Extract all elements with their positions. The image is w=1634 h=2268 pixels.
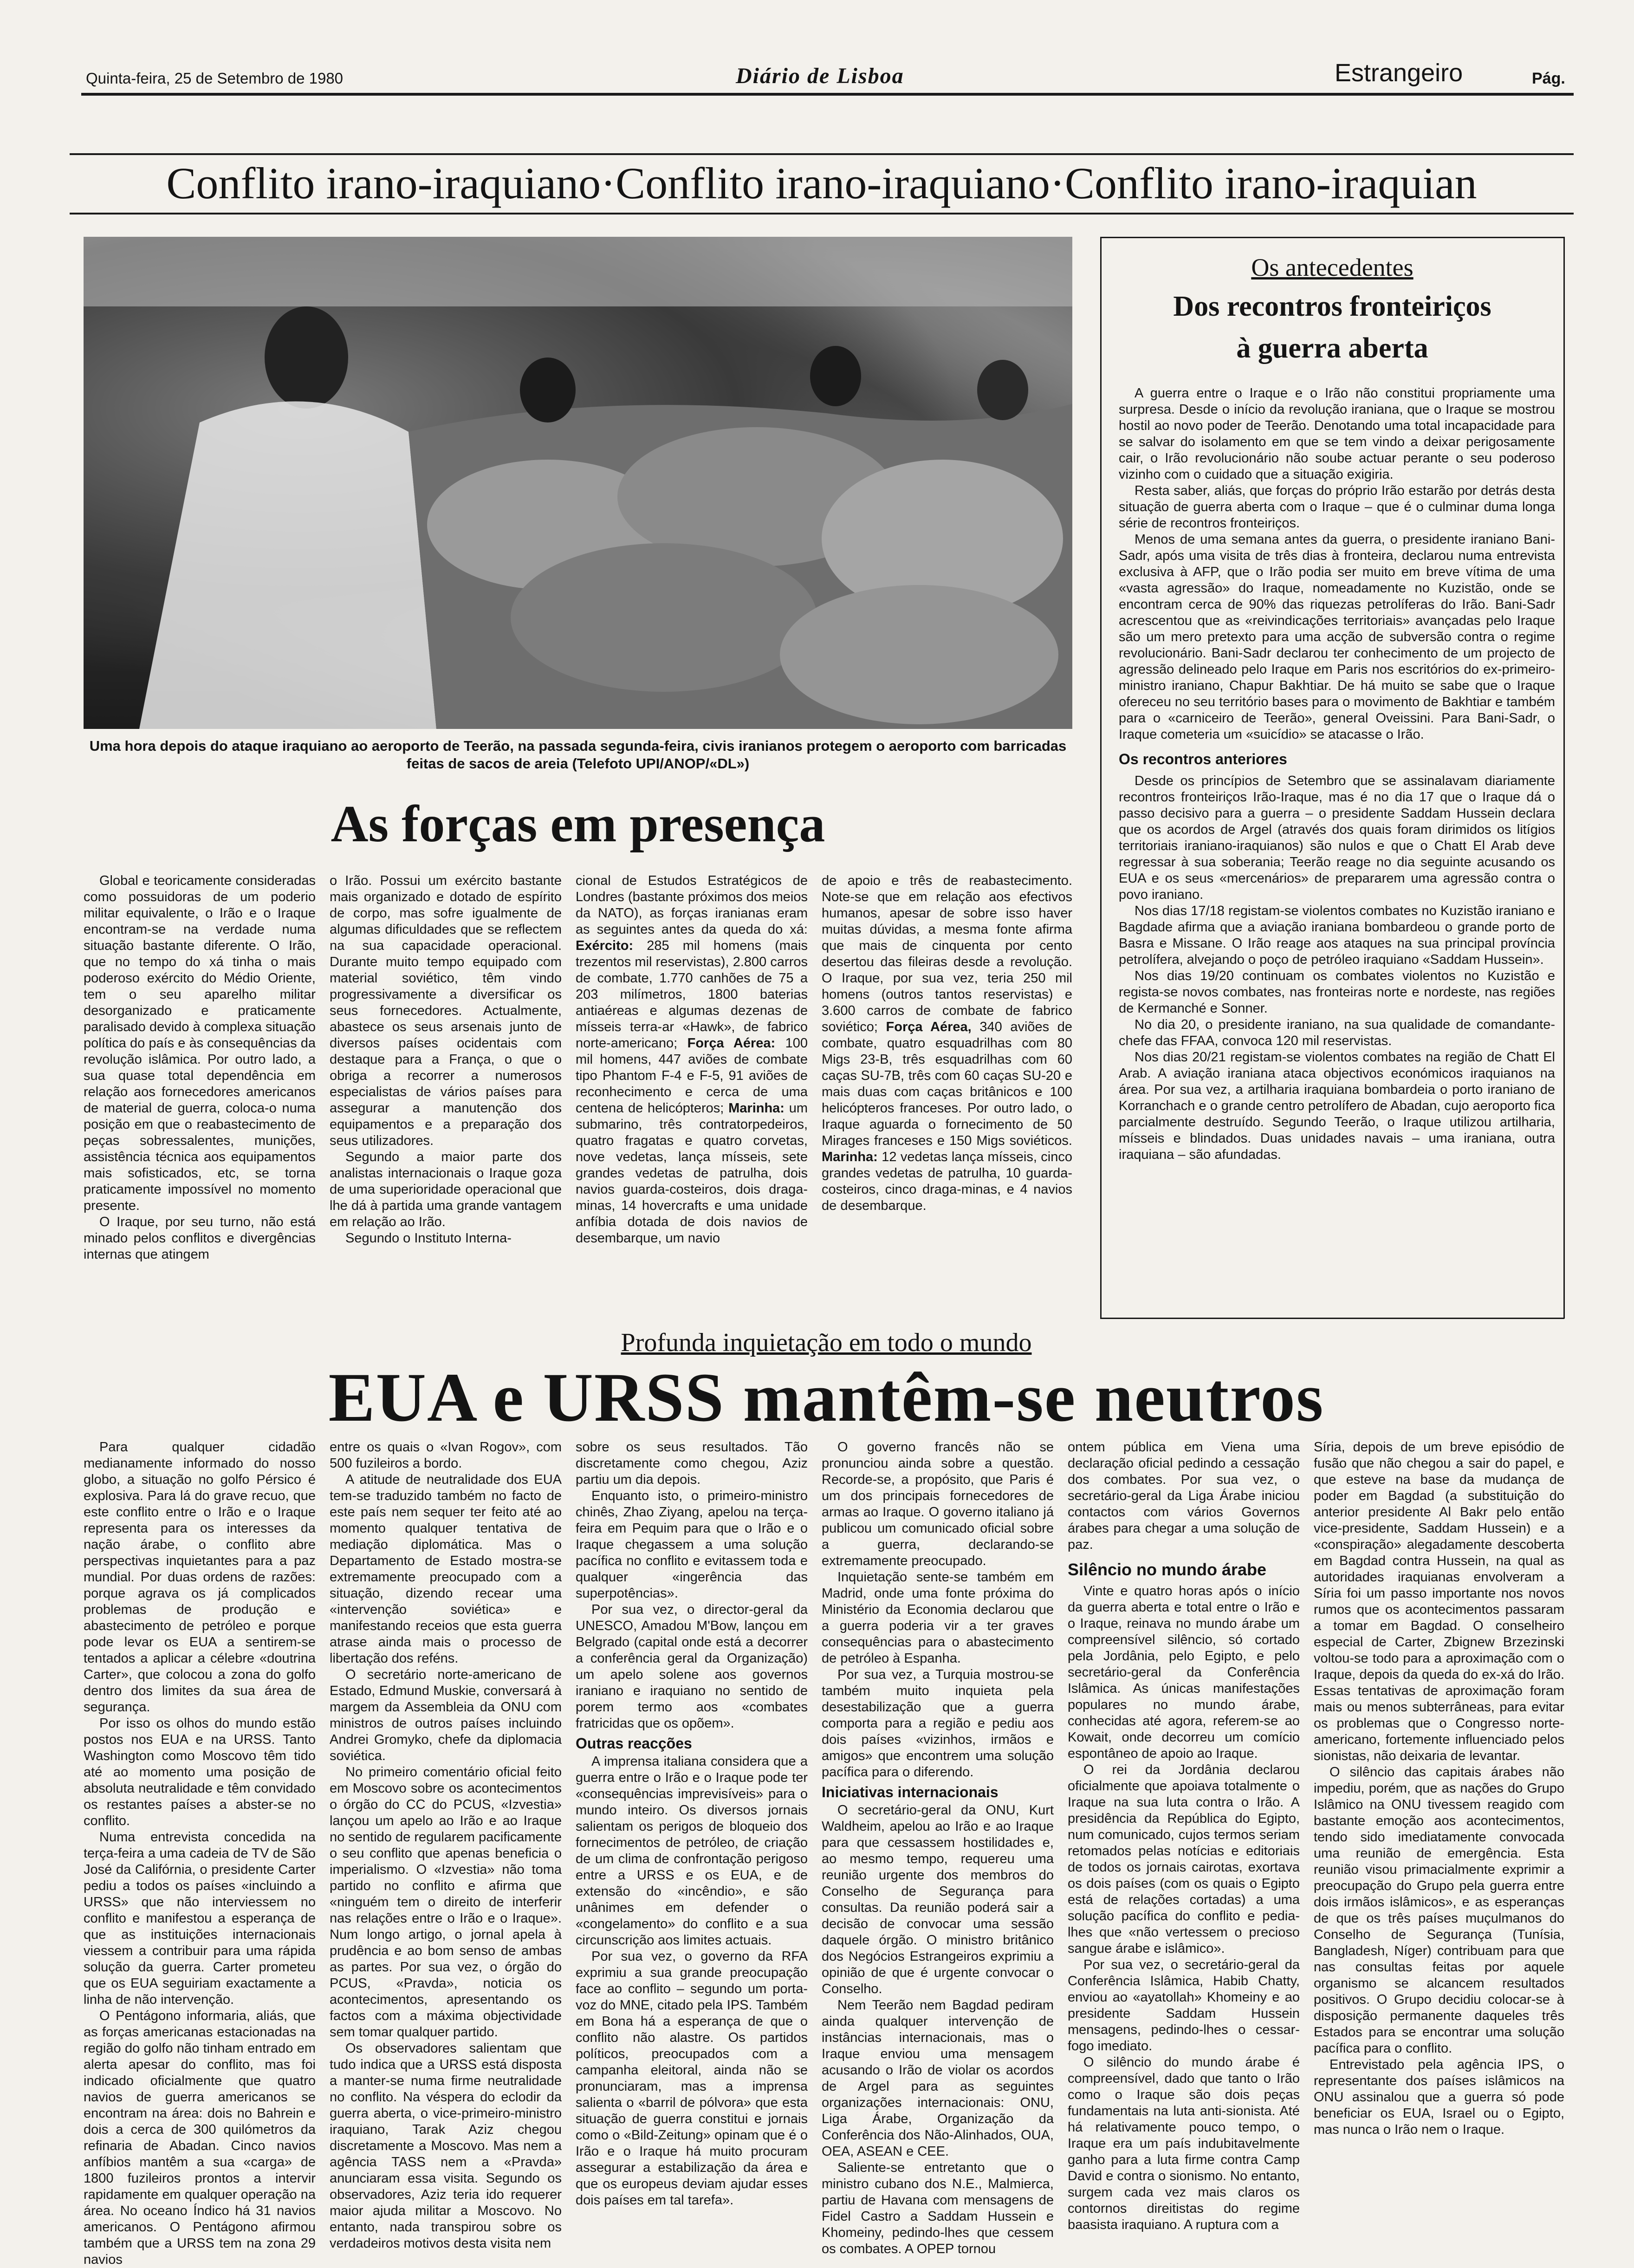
sidebar-kicker: Os antecedentes [1251,253,1414,281]
eua-column-1 [84,1439,316,2267]
eua-paragraph: O Pentágono informaria, aliás, que as forças americanas estacionadas na região do golfo não tinham entrado em alerta apesar do conflito, mas foi indicado oficialmente que quatro navios de guerra americanos se encontram na área: dois no Bahrein e dois a cerca de 300 quilómetros da refinaria de Abadan. Cinco navios anfíbios mantêm a sua «carga» de 1800 fuzileiros prontos a intervir rapidamente em qualquer operação na área. No oceano Índico há 31 navios americanos. O Pentágono afirmou também que a URSS tem na zona 29 navios [84,2008,316,2267]
eua-paragraph: Inquietação sente-se também em Madrid, onde uma fonte próxima do Ministério da Economia declarou que a guerra poderia vir a ter graves consequências para o abastecimento de petróleo à Espanha. [822,1570,1054,1666]
eua-paragraph: O silêncio das capitais árabes não impediu, porém, que as nações do Grupo Islâmico na ONU tivessem reagido com bastante emoção aos acontecimentos, tendo sido imediatamente convocada uma reunião de emergência. Esta reunião visou primacialmente exprimir a preocupação do Grupo pela guerra entre dois irmãos islâmicos», e as esperanças de que os três países muçulmanos do Conselho de Segurança (Tunísia, Bangladesh, Níger) contribuam para que nas consultas feitas por aquele organismo se alcancem resultados positivos. O Grupo decidiu colocar-se à disposição permanente daqueles três Estados para se encontrar uma solução pacífica para o conflito. [1314,1765,1564,2056]
eua-column-5 [1068,1439,1300,2232]
issue-date: Quinta-feira, 25 de Setembro de 1980 [86,70,344,87]
eua-paragraph: sobre os seus resultados. Tão discretamente como chegou, Aziz partiu um dia depois. [576,1440,808,1487]
header-rule [81,93,1574,96]
eua-column-3 [576,1439,808,2208]
iraq-navy-stats: 12 vedetas lança mísseis, cinco grandes vedetas de patrulha, 10 guarda-costeiros, cinco draga-minas, e 4 navios de desembarque. [822,1150,1072,1213]
forcas-headline: As forças em presença [331,795,825,853]
iraq-navy-label: Marinha: [822,1150,878,1164]
sidebar-box-bottom [1100,1318,1564,1319]
eua-paragraph: O silêncio do mundo árabe é compreensível, dado que tanto o Irão como o Iraque são dois peças fundamentais na luta anti-sionista. Até há relativamente pouco tempo, o Iraque era um país indubitavelmente ganho para a luta firme contra Camp David e contra o sionismo. No entanto, surgem cada vez mais claros os contornos direitistas do regime baasista iraquiano. A ruptura com a [1068,2055,1300,2232]
eua-paragraph: O secretário-geral da ONU, Kurt Waldheim, apelou ao Irão e ao Iraque para que cessassem hostilidades e, ao mesmo tempo, requereu uma reunião urgente dos membros do Conselho de Segurança para consultas. Da reunião poderá sair a decisão de convocar uma sessão daquele órgão. O ministro britânico dos Negócios Estrangeiros exprimiu a opinião de que é urgente convocar o Conselho. [822,1803,1054,1996]
sidebar-box-right [1563,237,1565,1319]
forcas-paragraph [576,873,808,1247]
eua-subheading: Silêncio no mundo árabe [1068,1560,1267,1579]
eua-paragraph: Por sua vez, o director-geral da UNESCO, Amadou M'Bow, lançou em Belgrado (capital onde está a decorrer a conferência geral da Organização) um apelo solene aos governos iraniano e iraquiano no sentido de porem termo aos «combates fratricidas que os opõem». [576,1602,808,1731]
forcas-column-3 [576,873,808,1309]
eua-paragraph: Numa entrevista concedida na terça-feira a uma cadeia de TV de São José da Califórnia, o presidente Carter pediu a todos os países «incluindo a URSS» que não interviessem no conflito e manifestou a esperança de que as instituições internacionais viessem a contribuir para uma rápida solução da guerra. Carter prometeu que os EUA seguiriam exactamente a linha de não intervenção. [84,1830,316,2007]
sidebar-title-line2: à guerra aberta [1236,332,1428,364]
eua-paragraph: Por isso os olhos do mundo estão postos nos EUA e na URSS. Tanto Washington como Moscovo têm tido até ao momento uma posição de absoluta neutralidade e têm convidado os restantes países a abster-se no conflito. [84,1716,316,1828]
army-label: Exército: [576,938,634,953]
sidebar-box-left [1100,237,1102,1319]
eua-paragraph: O secretário norte-americano de Estado, Edmund Muskie, conversará à margem da Assembleia da ONU com ministros de outros países incluindo Andrei Gromyko, chefe da diplomacia soviética. [330,1667,562,1763]
masthead: Diário de Lisboa [736,64,904,88]
banner-bottom-rule [70,213,1574,214]
eua-paragraph: Saliente-se entretanto que o ministro cubano dos N.E., Malmierca, partiu de Havana com mensagens de Fidel Castro a Saddam Hussein e Khomeiny, pedindo-lhes que cessem os combates. A OPEP tornou [822,2160,1054,2256]
eua-paragraph: Nem Teerão nem Bagdad pediram ainda qualquer intervenção de instâncias internacionais, mas o Iraque enviou uma mensagem acusando o Irão de violar os acordos de Argel para as seguintes organizações internacionais: ONU, Liga Árabe, Organização da Conferência dos Não-Alinhados, OUA, OEA, ASEAN e CEE. [822,1998,1054,2159]
eua-paragraph: A atitude de neutralidade dos EUA tem-se traduzido também no facto de este país nem sequer ter feito até ao momento qualquer tentativa de mediação diplomática. Mas o Departamento de Estado mostra-se extremamente preocupado com a situação, dizendo recear uma «intervenção soviética» e manifestando receios que esta guerra atrase ainda mais o processo de libertação dos reféns. [330,1472,562,1666]
banner-headline: Conflito irano-iraquiano·Conflito irano-iraquiano·Conflito irano-iraquian [166,158,1477,208]
eua-paragraph: Por sua vez, o governo da RFA exprimiu a sua grande preocupação face ao conflito – segundo um porta-voz do MNE, citado pela IPS. Também em Bona há a esperança de que o conflito não alastre. Os partidos políticos, preocupados com a campanha eleitoral, ainda não se pronunciaram, mas a imprensa salienta o «barril de pólvora» que esta situação de guerra constitui e jornais como o «Bild-Zeitung» opinam que é o Irão e o Iraque há muito procuram assegurar a estabilização da área e que os europeus deviam ajudar esses dois países em tal tarefa». [576,1949,808,2208]
photo-caption: Uma hora depois do ataque iraquiano ao aeroporto de Teerão, na passada segunda-feira, civis iranianos protegem o aeroporto com barricadas feitas de sacos de areia (Telefoto UPI/ANOP/«DL») [89,738,1067,772]
eua-subheading: Outras reacções [576,1735,692,1752]
eua-column-6 [1314,1439,1564,2177]
eua-headline: EUA e URSS mantêm-se neutros [328,1359,1324,1436]
eua-column-2 [330,1439,562,2251]
eua-paragraph: Síria, depois de um breve episódio de fusão que não chegou a sair do papel, e que esteve na base da mudança de poder em Bagdad (a substituição do anterior presidente Al Bakr pelo então vice-presidente, Saddam Hussein) e a «conspiração» alegadamente descoberta em Bagdad contra Hussein, na qual as autoridades iraquianas envolveram a Síria foi um passo importante nos novos rumos que os acontecimentos passaram a tomar em Bagdad. O conselheiro especial de Carter, Zbignew Brzezinski voltou-se todo para a aproximação com o Iraque, depois da queda do ex-xá do Irão. Essas tentativas de aproximação foram mais ou menos subterrâneas, para evitar os problemas que o Congresso norte-americano, fortemente influenciado pelos sionistas, não deixaria de levantar. [1314,1440,1564,1763]
iraq-airforce-label: Força Aérea, [886,1020,972,1034]
forcas-column-4 [822,873,1072,1309]
sidebar-paragraph: Nos dias 20/21 registam-se violentos combates na região de Chatt El Arab. A aviação iraniana ataca objectivos económicos iraquianos na área. Por sua vez, a artilharia iraquiana bombardeia o porto iraniano de Korranchach e o grande centro petrolífero de Abadan, cujo aeroporto fica parcialmente destruído. Segundo Teerão, o Iraque utilizou artilharia, mísseis e blindados. Duas unidades navais – uma iraniana, outra iraquiana – são afundadas. [1119,1050,1555,1162]
sidebar-paragraph: Resta saber, aliás, que forças do próprio Irão estarão por detrás desta situação de guerra aberta com o Iraque – que é o culminar duma longa série de recontros fronteiriços. [1119,483,1555,531]
eua-paragraph: Por sua vez, o secretário-geral da Conferência Islâmica, Habib Chatty, enviou ao «ayatollah» Khomeiny e ao presidente Saddam Hussein mensagens, pedindo-lhes o cessar-fogo imediato. [1068,1957,1300,2054]
forcas-column-2 [330,873,562,1309]
eua-paragraph: Por sua vez, a Turquia mostrou-se também muito inquieta pela desestabilização que a guerra comporta para a região e pediu aos dois países «vizinhos, irmãos e amigos» que encontrem uma solução pacífica para o diferendo. [822,1667,1054,1780]
eua-paragraph: O governo francês não se pronunciou ainda sobre a questão. Recorde-se, a propósito, que Paris é um dos principais fornecedores de armas ao Iraque. O governo italiano já publicou um comunicado oficial sobre a guerra, declarando-se extremamente preocupado. [822,1440,1054,1568]
sidebar-paragraph: Desde os princípios de Setembro que se assinalavam diariamente recontros fronteiriços Irão-Iraque, mas é no dia 17 que o Iraque dá o passo decisivo para a guerra – o presidente Saddam Hussein declara que os acordos de Argel (através dos quais foram dirimidos os litígios territoriais iraniano-iraquianos) são nulos e que o Chatt El Arab deve regressar à sua soberania; Teerão reage no dia seguinte acusando os EUA e os seus «mercenários» de prepararem uma agressão contra o povo iraniano. [1119,773,1555,902]
eua-paragraph: Os observadores salientam que tudo indica que a URSS está disposta a manter-se numa firme neutralidade no conflito. Na véspera do eclodir da guerra aberta, o vice-primeiro-ministro iraquiano, Tarak Aziz chegou discretamente a Moscovo. Mas nem a agência TASS nem a «Pravda» anunciaram essa visita. Segundo os observadores, Aziz teria ido requerer maior ajuda militar a Moscovo. No entanto, nada transpirou sobre os verdadeiros motivos desta visita nem [330,2041,562,2251]
eua-paragraph: O rei da Jordânia declarou oficialmente que apoiava totalmente o Iraque na sua luta contra o Irão. A presidência da República do Egipto, num comunicado, cujos termos seriam retomados pelas notícias e editoriais de todos os jornais cairotas, exortava os dois países (com os quais o Egipto está de relações cortadas) a uma solução pacífica do conflito e pedia-lhes que «não vertessem o precioso sangue árabe e islâmico». [1068,1762,1300,1956]
sidebar-paragraph: Nos dias 17/18 registam-se violentos combates no Kuzistão iraniano e Bagdade afirma que a aviação iraniana bombardeou o grande porto de Basra e Missane. O Irão reage aos ataques na sua principal província petrolífera, alvejando o poço de petróleo iraquiano «Saddam Hussein». [1119,903,1555,967]
eua-paragraph: Vinte e quatro horas após o início da guerra aberta e total entre o Irão e o Iraque, reinava no mundo árabe um compreensível silêncio, só cortado pela Jordânia, pelo Egipto, e pelo secretário-geral da Conferência Islâmica. As únicas manifestações populares no mundo árabe, conhecidas até agora, referem-se ao Kowait, onde decorreu um comício espontâneo de apoio ao Iraque. [1068,1584,1300,1761]
sidebar-box-top [1100,237,1564,238]
section-label: Estrangeiro [1335,59,1463,87]
forcas-paragraph: Segundo o Instituto Interna- [345,1231,512,1246]
airforce-label: Força Aérea: [687,1036,776,1051]
sidebar-paragraph: A guerra entre o Iraque e o Irão não constitui propriamente uma surpresa. Desde o início da revolução iraniana, que o Iraque se mostrou hostil ao novo poder de Teerão. Denotando uma total incapacidade para se salvar do isolamento em que se tem vindo a deixar perigosamente cair, o Irão revolucionário não soube actuar perante o seu poderoso vizinho com o cuidado que a situação exigiria. [1119,386,1555,482]
forcas-column-1 [84,873,316,1309]
airforce-stats: 100 mil homens, 447 aviões de combate tipo Phantom F-4 e F-5, 91 aviões de reconhecimento e cerca de uma centena de helicópteros; [576,1036,808,1116]
sidebar-subheading: Os recontros anteriores [1119,751,1287,767]
eua-paragraph: Para qualquer cidadão medianamente informado do nosso globo, a situação no golfo Pérsico é explosiva. Para lá do grave recuo, que este conflito entre o Irão e o Iraque representa para os interesses da nação árabe, o conflito abre perspectivas inquietantes para a paz mundial. Por duas ordens de razões: porque agrava os já complicados problemas de produção e abastecimento de petróleo e porque pode levar os EUA a sentirem-se tentados a aplicar a célebre «doutrina Carter», que colocou a zona do golfo dentro dos limites da sua área de segurança. [84,1440,316,1715]
page-label: Pág. [1532,70,1565,87]
navy-label: Marinha: [728,1101,785,1116]
eua-paragraph: Entrevistado pela agência IPS, o representante dos países islâmicos na ONU assinalou que a guerra só pode beneficiar os EUA, Israel ou o Egipto, mas nunca o Irão nem o Iraque. [1314,2057,1564,2137]
eua-column-4 [822,1439,1054,2256]
sidebar-paragraph: Menos de uma semana antes da guerra, o presidente iraniano Bani-Sadr, após uma visita de três dias à fronteira, declarou numa entrevista exclusiva à AFP, que o Irão podia ser muito em breve vítima de uma «vasta agressão» do Iraque, nomeadamente no Kuzistão, onde se encontram cerca de 90% das riquezas petrolíferas do Irão. Bani-Sadr acrescentou que as «reivindicações territoriais» avançadas pelo Iraque são um mero pretexto para uma acção de subversão contra o regime revolucionário. Bani-Sadr declarou ter conhecimento de um projecto de agressão delineado pelo Iraque em Paris nos escritórios do ex-primeiro-ministro iraniano, Chapur Bakhtiar. De há muito se sabe que o Iraque ofereceu no seu território bases para o movimento de Bakhtiar e também para o «carniceiro de Teerão», general Oveissini. Para Bani-Sadr, o Iraque cometeria um «suicídio» se atacasse o Irão. [1119,532,1555,742]
sidebar-body [1119,385,1555,1314]
eua-paragraph: No primeiro comentário oficial feito em Moscovo sobre os acontecimentos o órgão do CC do PCUS, «Izvestia» lançou um apelo ao Irão e ao Iraque no sentido de regularem pacificamente o seu conflito que apenas beneficia o imperialismo. O «Izvestia» não toma partido no conflito e afirma que «ninguém tem o direito de interferir nas relações entre o Irão e o Iraque». Num longo artigo, o jornal apela à prudência e ao bom senso de ambas as partes. Por sua vez, o órgão do PCUS, «Pravda», noticia os acontecimentos, apresentando os factos com a máxima objectividade sem tomar qualquer partido. [330,1765,562,2040]
forcas-paragraph: Segundo a maior parte dos analistas internacionais o Iraque goza de uma superioridade operacional que lhe dá à partida uma grande vantagem em relação ao Irão. [330,1150,562,1229]
eua-kicker: Profunda inquietação em todo o mundo [621,1328,1032,1357]
forcas-text: de apoio e três de reabastecimento. Note-se que em relação aos efectivos humanos, apesar de sobre isso haver muitas dúvidas, a mesma fonte afirma que mais de cinquenta por cento desertou das fileiras desde a revolução. O Iraque, por sua vez, teria 250 mil homens (outros tantos reservistas) e 3.600 carros de combate de fabrico soviético; [822,873,1072,1034]
army-stats: 285 mil homens (mais trezentos mil reservistas), 2.800 carros de combate, 1.770 canhões de 75 a 203 milímetros, 1800 baterias antiaéreas e algumas dezenas de mísseis terra-ar «Hawk», de fabrico norte-americano; [576,938,808,1051]
news-photo [84,237,1072,729]
navy-stats: um submarino, três contratorpedeiros, quatro fragatas e quatro corvetas, nove vedetas, lança mísseis, sete grandes vedetas de patrulha, dois navios guarda-costeiros, dois draga-minas, 14 hovercrafts e uma unidade anfíbia dotada de dois navios de desembarque, um navio [576,1101,808,1246]
sidebar-paragraph: No dia 20, o presidente iraniano, na sua qualidade de comandante-chefe das FFAA, convoca 120 mil reservistas. [1119,1017,1555,1048]
iraq-airforce-stats: 340 aviões de combate, quatro esquadrilhas com 80 Migs 23-B, três esquadrilhas com 60 caças SU-7B, três com 60 caças SU-20 e mais duas com caças britânicos e 100 helicópteros franceses. Por outro lado, o Iraque aguarda o fornecimento de 50 Mirages franceses e 150 Migs soviéticos. [822,1020,1073,1148]
eua-subheading: Iniciativas internacionais [822,1784,999,1800]
forcas-paragraph: O Iraque, por seu turno, não está minado pelos conflitos e divergências internas que atingem [84,1215,316,1262]
eua-paragraph: Enquanto isto, o primeiro-ministro chinês, Zhao Ziyang, apelou na terça-feira em Pequim para que o Irão e o Iraque chegassem a uma solução pacífica no conflito e evitassem toda e qualquer «ingerência das superpotências». [576,1488,808,1601]
forcas-paragraph: o Irão. Possui um exército bastante mais organizado e dotado de espírito de corpo, mas sofre igualmente de algumas dificuldades que se reflectem na sua capacidade operacional. Durante muito tempo equipado com material soviético, têm vindo progressivamente a diversificar os seus fornecedores. Actualmente, abastece os seus arsenais junto de diversos países ocidentais com destaque para a França, o que o obriga a recorrer a numerosos especialistas de vários países para assegurar a manutenção dos equipamentos e a preparação dos seus utilizadores. [330,873,562,1148]
eua-paragraph: entre os quais o «Ivan Rogov», com 500 fuzileiros a bordo. [330,1440,562,1471]
banner-top-rule [70,153,1574,155]
photo-scene [84,237,1072,729]
forcas-paragraph [822,873,1072,1214]
eua-paragraph: A imprensa italiana considera que a guerra entre o Irão e o Iraque pode ter «consequências imprevisíveis» para o mundo inteiro. Os diversos jornais salientam os perigos de bloqueio dos fornecimentos de petróleo, de criação de um clima de confrontação perigoso entre a URSS e os EUA, e de extensão do «incêndio», e são unânimes em defender o «congelamento» do conflito e a sua circunscrição aos limites actuais. [576,1754,808,1948]
sidebar-paragraph: Nos dias 19/20 continuam os combates violentos no Kuzistão e regista-se novos combates, nas fronteiras norte e nordeste, nas regiões de Kermanché e Sonner. [1119,968,1555,1016]
eua-paragraph: ontem pública em Viena uma declaração oficial pedindo a cessação dos combates. Por sua vez, o secretário-geral da Liga Árabe iniciou contactos com vários Governos árabes para chegar a uma solução de paz. [1068,1440,1300,1552]
forcas-text: cional de Estudos Estratégicos de Londres (bastante próximos dos meios da NATO), as forças iranianas eram as seguintes antes da queda do xá: [576,873,808,937]
sidebar-title-line1: Dos recontros fronteiriços [1173,291,1491,322]
forcas-paragraph: Global e teoricamente consideradas como possuidoras de um poderio militar equivalente, o Irão e o Iraque encontram-se na verdade numa situação bastante diferente. O Irão, que no tempo do xá tinha o mais poderoso exército do Médio Oriente, tem o seu aparelho militar desorganizado e praticamente paralisado devido à complexa situação política do país e às consequências da revolução islâmica. Por outro lado, a sua quase total dependência em relação aos fornecedores americanos de material de guerra, coloca-o numa posição em que o reabastecimento de peças sobressalentes, munições, assistência técnica aos equipamentos mais sofisticados, etc, se torna praticamente impossível no momento presente. [84,873,316,1213]
